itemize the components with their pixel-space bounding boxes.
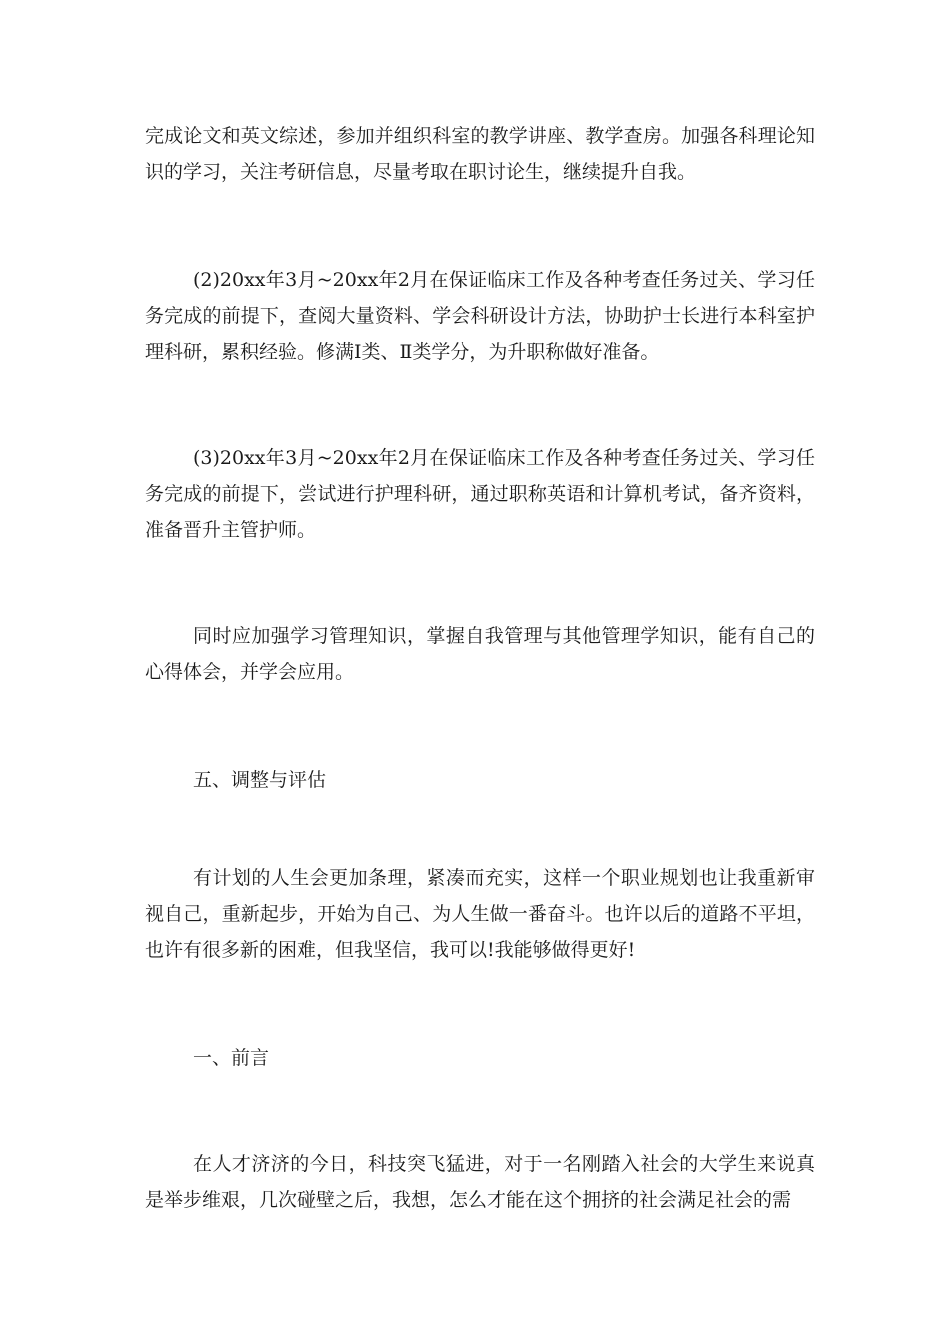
paragraph-thesis-study: 完成论文和英文综述，参加并组织科室的教学讲座、教学查房。加强各科理论知识的学习，关注考研信息，尽量考取在职讨论生，继续提升自我。 (145, 125, 815, 183)
paragraph-preface-intro: 在人才济济的今日，科技突飞猛进，对于一名刚踏入社会的大学生来说真是举步维艰，几次碰壁之后，我想，怎么才能在这个拥挤的社会满足社会的需 (145, 1153, 815, 1211)
paragraph-plan-item-2: (2)20xx年3月~20xx年2月在保证临床工作及各种考查任务过关、学习任务完成的前提下，查阅大量资料、学会科研设计方法，协助护士长进行本科室护理科研，累积经验。修满Ⅰ类、Ⅱ类学分，为升职称做好准备。 (145, 269, 815, 363)
paragraph-plan-item-3: (3)20xx年3月~20xx年2月在保证临床工作及各种考查任务过关、学习任务完成的前提下，尝试进行护理科研，通过职称英语和计算机考试，备齐资料，准备晋升主管护师。 (145, 447, 815, 541)
section-heading-preface: 一、前言 (193, 1047, 270, 1069)
section-heading-adjustment: 五、调整与评估 (193, 769, 327, 791)
paragraph-management-knowledge: 同时应加强学习管理知识，掌握自我管理与其他管理学知识，能有自己的心得体会，并学会应用。 (145, 625, 815, 683)
paragraph-conclusion: 有计划的人生会更加条理，紧凑而充实，这样一个职业规划也让我重新审视自己，重新起步，开始为自己、为人生做一番奋斗。也许以后的道路不平坦，也许有很多新的困难，但我坚信，我可以!我能够做得更好! (145, 867, 815, 961)
